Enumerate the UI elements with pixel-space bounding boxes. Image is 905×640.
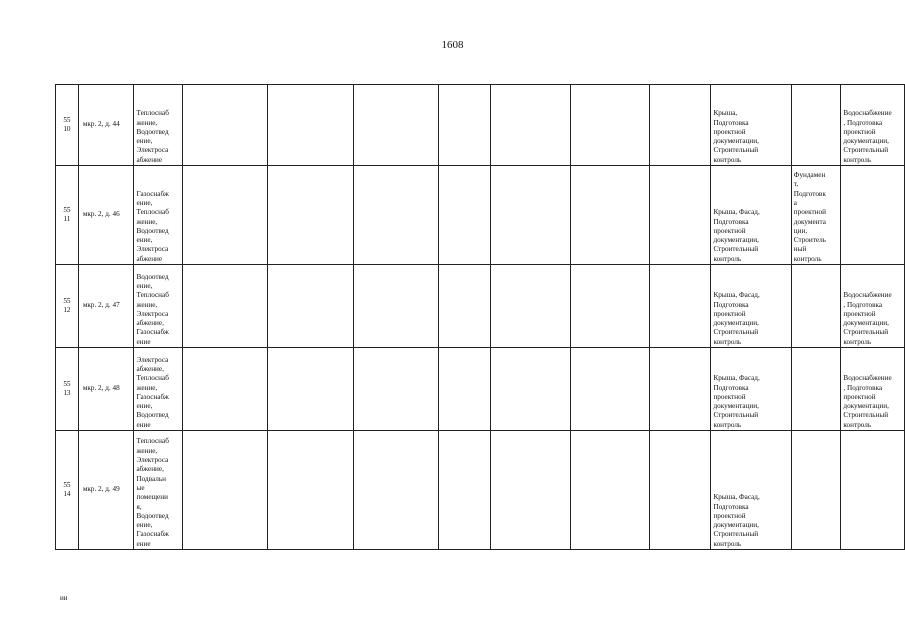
roof-facade-cell: Крыша, Подготовка проектной документации, Строительный контроль (711, 85, 791, 166)
systems-cell: Теплоснаб жение, Водоотвед ение, Электроса абжение (134, 85, 183, 166)
roof-facade-cell: Крыша, Фасад, Подготовка проектной документации, Строительный контроль (711, 166, 791, 265)
systems-cell: Теплоснаб жение, Электроса абжение, Подвальн ые помещени я, Водоотвед ение, Газоснабж ение (134, 431, 183, 550)
address-cell: мкр. 2, д. 49 (78, 431, 134, 550)
table-row (56, 85, 905, 166)
empty-cell (183, 265, 268, 348)
empty-cell (649, 85, 710, 166)
roof-facade-cell: Крыша, Фасад, Подготовка проектной документации, Строительный контроль (711, 431, 791, 550)
empty-cell (491, 166, 570, 265)
foundation-cell (791, 348, 841, 431)
empty-cell (353, 348, 438, 431)
table-body (56, 85, 905, 550)
empty-cell (183, 431, 268, 550)
empty-cell (268, 265, 353, 348)
empty-cell (570, 85, 649, 166)
empty-cell (491, 348, 570, 431)
water-supply-cell: Водоснабжение , Подготовка проектной документации, Строительный контроль (841, 85, 905, 166)
empty-cell (570, 431, 649, 550)
page-number: 1608 (441, 39, 464, 51)
empty-cell (353, 431, 438, 550)
empty-cell (570, 265, 649, 348)
empty-cell (183, 85, 268, 166)
empty-cell (649, 265, 710, 348)
row-number-cell: 55 12 (56, 265, 79, 348)
foundation-cell: Фундамен т, Подготовк а проектной документа ции, Строитель ный контроль (791, 166, 841, 265)
foundation-cell (791, 85, 841, 166)
empty-cell (183, 166, 268, 265)
water-supply-cell: Водоснабжение , Подготовка проектной документации, Строительный контроль (841, 348, 905, 431)
empty-cell (649, 348, 710, 431)
empty-cell (438, 85, 491, 166)
systems-cell: Водоотвед ение, Теплоснаб жение, Электроса абжение, Газоснабж ение (134, 265, 183, 348)
empty-cell (183, 348, 268, 431)
empty-cell (570, 348, 649, 431)
empty-cell (438, 265, 491, 348)
empty-cell (353, 265, 438, 348)
address-cell: мкр. 2, д. 44 (78, 85, 134, 166)
foundation-cell (791, 431, 841, 550)
water-supply-cell (841, 166, 905, 265)
row-number-cell: 55 14 (56, 431, 79, 550)
address-cell: мкр. 2, д. 47 (78, 265, 134, 348)
table-row (56, 265, 905, 348)
empty-cell (438, 431, 491, 550)
empty-cell (268, 431, 353, 550)
row-number-cell: 55 11 (56, 166, 79, 265)
empty-cell (570, 166, 649, 265)
empty-cell (268, 85, 353, 166)
empty-cell (649, 166, 710, 265)
row-number-cell: 55 10 (56, 85, 79, 166)
empty-cell (438, 348, 491, 431)
empty-cell (353, 85, 438, 166)
empty-cell (438, 166, 491, 265)
empty-cell (491, 265, 570, 348)
table-row (56, 431, 905, 550)
systems-cell: Газоснабж ение, Теплоснаб жение, Водоотвед ение, Электроса абжение (134, 166, 183, 265)
repair-schedule-table (55, 84, 905, 550)
address-cell: мкр. 2, д. 48 (78, 348, 134, 431)
footer-mark: ии (60, 594, 68, 602)
empty-cell (491, 85, 570, 166)
empty-cell (649, 431, 710, 550)
roof-facade-cell: Крыша, Фасад, Подготовка проектной документации, Строительный контроль (711, 348, 791, 431)
roof-facade-cell: Крыша, Фасад, Подготовка проектной документации, Строительный контроль (711, 265, 791, 348)
row-number-cell: 55 13 (56, 348, 79, 431)
empty-cell (491, 431, 570, 550)
empty-cell (268, 348, 353, 431)
foundation-cell (791, 265, 841, 348)
water-supply-cell: Водоснабжение , Подготовка проектной документации, Строительный контроль (841, 265, 905, 348)
table-row (56, 348, 905, 431)
water-supply-cell (841, 431, 905, 550)
table-row (56, 166, 905, 265)
address-cell: мкр. 2, д. 46 (78, 166, 134, 265)
empty-cell (268, 166, 353, 265)
systems-cell: Электроса абжение, Теплоснаб жение, Газоснабж ение, Водоотвед ение (134, 348, 183, 431)
empty-cell (353, 166, 438, 265)
